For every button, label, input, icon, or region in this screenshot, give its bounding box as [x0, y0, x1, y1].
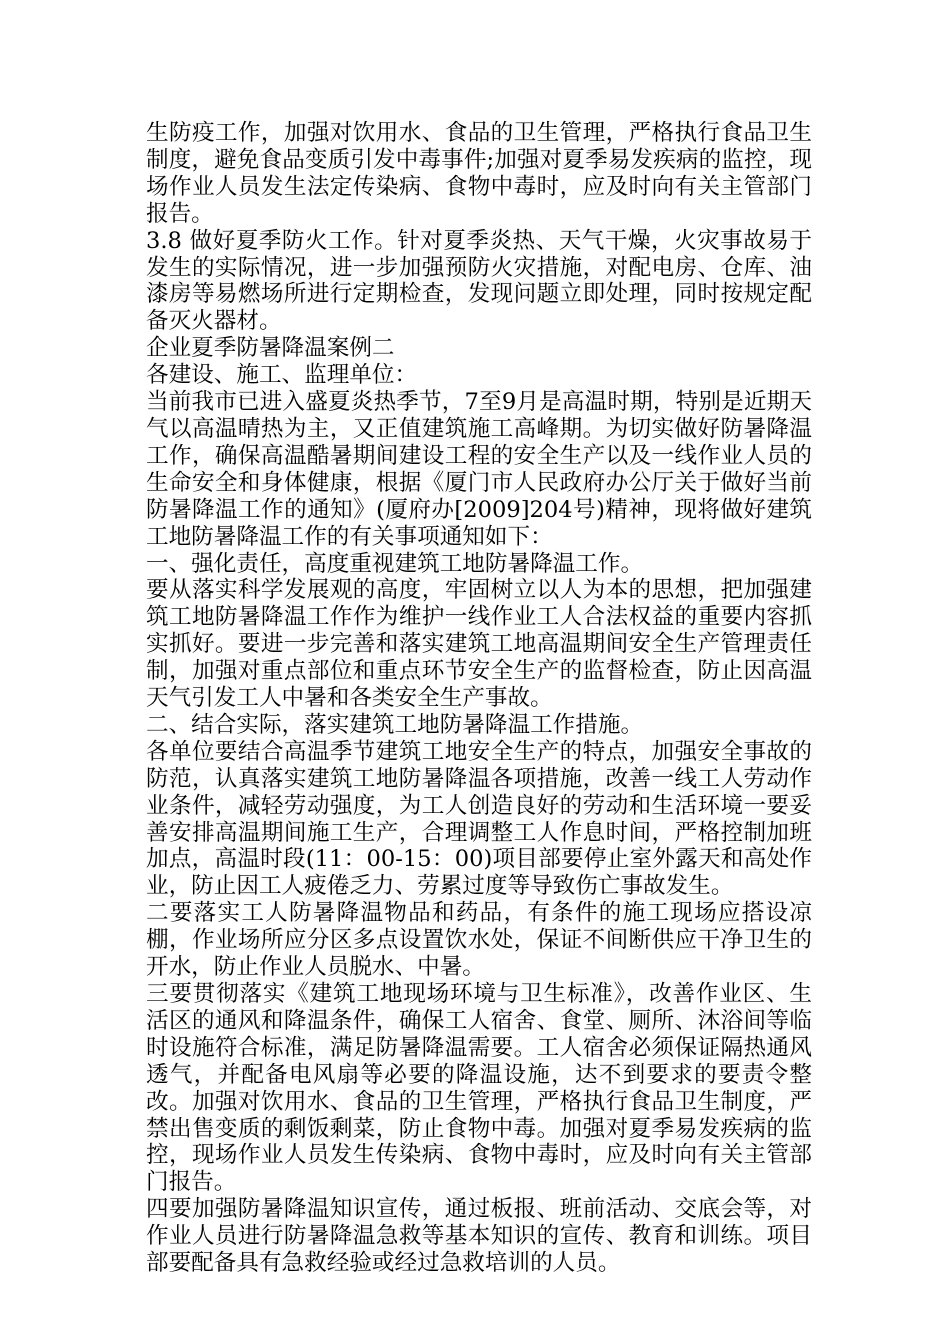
paragraph-measures: 各单位要结合高温季节建筑工地安全生产的特点，加强安全事故的防范，认真落实建筑工地防暑降温各项措施，改善一线工人劳动作业条件，减轻劳动强度，为工人创造良好的劳动和生活环境一要妥善安排高温期间施工生产，合理调整工人作息时间，严格控制加班加点，高温时段(11：00-15：00)项目部要停止室外露天和高处作业，防止因工人疲倦乏力、劳累过度等导致伤亡事故发生。 — [146, 738, 812, 900]
paragraph-introduction: 当前我市已进入盛夏炎热季节，7至9月是高温时期，特别是近期天气以高温晴热为主，又正值建筑施工高峰期。为切实做好防暑降温工作，确保高温酷暑期间建设工程的安全生产以及一线作业人员的生命安全和身体健康，根据《厦门市人民政府办公厅关于做好当前防暑降温工作的通知》(厦府办[2009]204号)精神，现将做好建筑工地防暑降温工作的有关事项通知如下： — [146, 389, 812, 550]
paragraph-supplies: 二要落实工人防暑降温物品和药品，有条件的施工现场应搭设凉棚，作业场所应分区多点设置饮水处，保证不间断供应干净卫生的开水，防止作业人员脱水、中暑。 — [146, 900, 812, 981]
heading-one: 一、强化责任，高度重视建筑工地防暑降温工作。 — [146, 550, 644, 577]
document-body — [146, 120, 812, 1277]
paragraph-sanitation: 三要贯彻落实《建筑工地现场环境与卫生标准》，改善作业区、生活区的通风和降温条件，确保工人宿舍、食堂、厕所、沐浴间等临时设施符合标准，满足防暑降温需要。工人宿舍必须保证隔热通风透气，并配备电风扇等必要的降温设施，达不到要求的要责令整改。加强对饮用水、食品的卫生管理，严格执行食品卫生制度，严禁出售变质的剩饭剩菜，防止食物中毒。加强对夏季易发疾病的监控，现场作业人员发生传染病、食物中毒时，应及时向有关主管部门报告。 — [146, 981, 812, 1196]
heading-two: 二、结合实际，落实建筑工地防暑降温工作措施。 — [146, 711, 644, 738]
paragraph-fire-prevention: 3.8 做好夏季防火工作。针对夏季炎热、天气干燥，火灾事故易于发生的实际情况，进一步加强预防火灾措施，对配电房、仓库、油漆房等易燃场所进行定期检查，发现问题立即处理，同时按规定配备灭火器材。 — [146, 227, 812, 335]
paragraph-epidemic-prevention: 生防疫工作，加强对饮用水、食品的卫生管理，严格执行食品卫生制度，避免食品变质引发中毒事件;加强对夏季易发疾病的监控，现场作业人员发生法定传染病、食物中毒时，应及时向有关主管部门报告。 — [146, 120, 812, 227]
paragraph-responsibility: 要从落实科学发展观的高度，牢固树立以人为本的思想，把加强建筑工地防暑降温工作作为维护一线作业工人合法权益的重要内容抓实抓好。要进一步完善和落实建筑工地高温期间安全生产管理责任制，加强对重点部位和重点环节安全生产的监督检查，防止因高温天气引发工人中暑和各类安全生产事故。 — [146, 577, 812, 712]
section-title-case-two: 企业夏季防暑降温案例二 — [146, 335, 395, 362]
salutation: 各建设、施工、监理单位： — [146, 362, 418, 389]
paragraph-training: 四要加强防暑降温知识宣传，通过板报、班前活动、交底会等，对作业人员进行防暑降温急救等基本知识的宣传、教育和训练。项目部要配备具有急救经验或经过急救培训的人员。 — [146, 1196, 812, 1277]
